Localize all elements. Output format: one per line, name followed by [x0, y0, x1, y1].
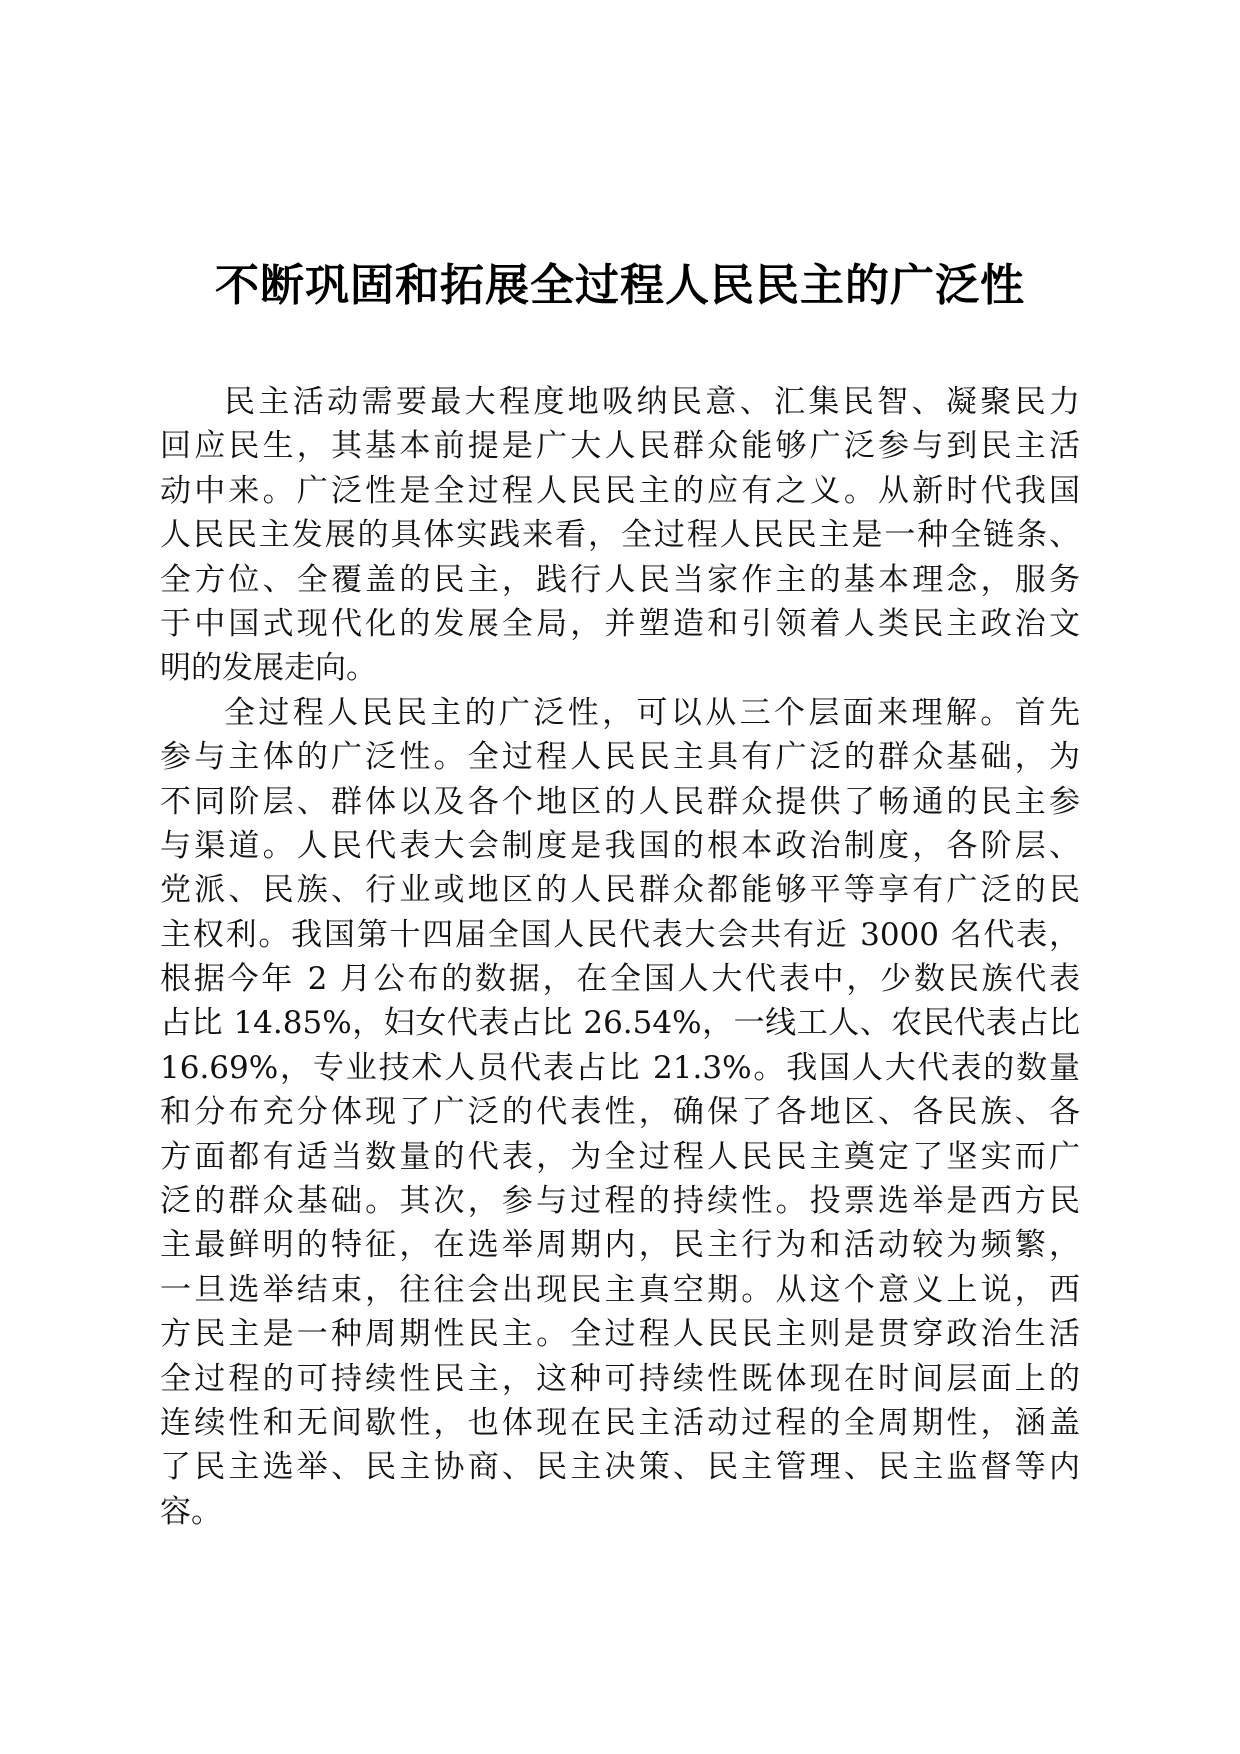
paragraph-line: 参与主体的广泛性。全过程人民民主具有广泛的群众基础，为 — [160, 739, 1080, 776]
paragraph-line: 全方位、全覆盖的民主，践行人民当家作主的基本理念，服务 — [160, 561, 1080, 598]
paragraph-line: 人民民主发展的具体实践来看，全过程人民民主是一种全链条、 — [160, 517, 1080, 554]
paragraph-line: 根据今年 2 月公布的数据，在全国人大代表中，少数民族代表 — [160, 961, 1080, 998]
paragraph — [160, 691, 1080, 1534]
paragraph-line: 与渠道。人民代表大会制度是我国的根本政治制度，各阶层、 — [160, 827, 1080, 864]
paragraph-line: 方民主是一种周期性民主。全过程人民民主则是贯穿政治生活 — [160, 1316, 1080, 1353]
paragraph-line: 不同阶层、群体以及各个地区的人民群众提供了畅通的民主参 — [160, 783, 1080, 820]
paragraph-line: 回应民生，其基本前提是广大人民群众能够广泛参与到民主活 — [160, 428, 1080, 465]
paragraph-line: 主最鲜明的特征，在选举周期内，民主行为和活动较为频繁， — [160, 1227, 1080, 1264]
paragraph-line: 16.69%，专业技术人员代表占比 21.3%。我国人大代表的数量 — [160, 1049, 1080, 1086]
paragraph-line: 一旦选举结束，往往会出现民主真空期。从这个意义上说，西 — [160, 1271, 1080, 1308]
document-title: 不断巩固和拓展全过程人民民主的广泛性 — [215, 260, 1025, 311]
paragraph-line: 明的发展走向。 — [160, 650, 377, 687]
paragraph-line: 占比 14.85%，妇女代表占比 26.54%，一线工人、农民代表占比 — [160, 1005, 1080, 1042]
paragraph-line: 民主活动需要最大程度地吸纳民意、汇集民智、凝聚民力 — [224, 384, 1080, 420]
paragraph-line: 于中国式现代化的发展全局，并塑造和引领着人类民主政治文 — [160, 605, 1080, 642]
paragraph-line: 全过程人民民主的广泛性，可以从三个层面来理解。首先 — [224, 694, 1080, 731]
paragraph-line: 动中来。广泛性是全过程人民民主的应有之义。从新时代我国 — [160, 472, 1080, 509]
paragraph-line: 泛的群众基础。其次，参与过程的持续性。投票选举是西方民 — [160, 1183, 1080, 1220]
paragraph-line: 主权利。我国第十四届全国人民代表大会共有近 3000 名代表， — [160, 916, 1080, 953]
paragraph-line: 连续性和无间歇性，也体现在民主活动过程的全周期性，涵盖 — [160, 1404, 1080, 1441]
document-body — [160, 380, 1080, 1534]
paragraph-line: 了民主选举、民主协商、民主决策、民主管理、民主监督等内 — [160, 1449, 1080, 1486]
paragraph — [160, 380, 1080, 691]
paragraph-line: 和分布充分体现了广泛的代表性，确保了各地区、各民族、各 — [160, 1094, 1080, 1131]
paragraph-line: 党派、民族、行业或地区的人民群众都能够平等享有广泛的民 — [160, 872, 1080, 909]
paragraph-line: 容。 — [160, 1493, 222, 1530]
paragraph-line: 全过程的可持续性民主，这种可持续性既体现在时间层面上的 — [160, 1360, 1080, 1397]
paragraph-line: 方面都有适当数量的代表，为全过程人民民主奠定了坚实而广 — [160, 1138, 1080, 1175]
